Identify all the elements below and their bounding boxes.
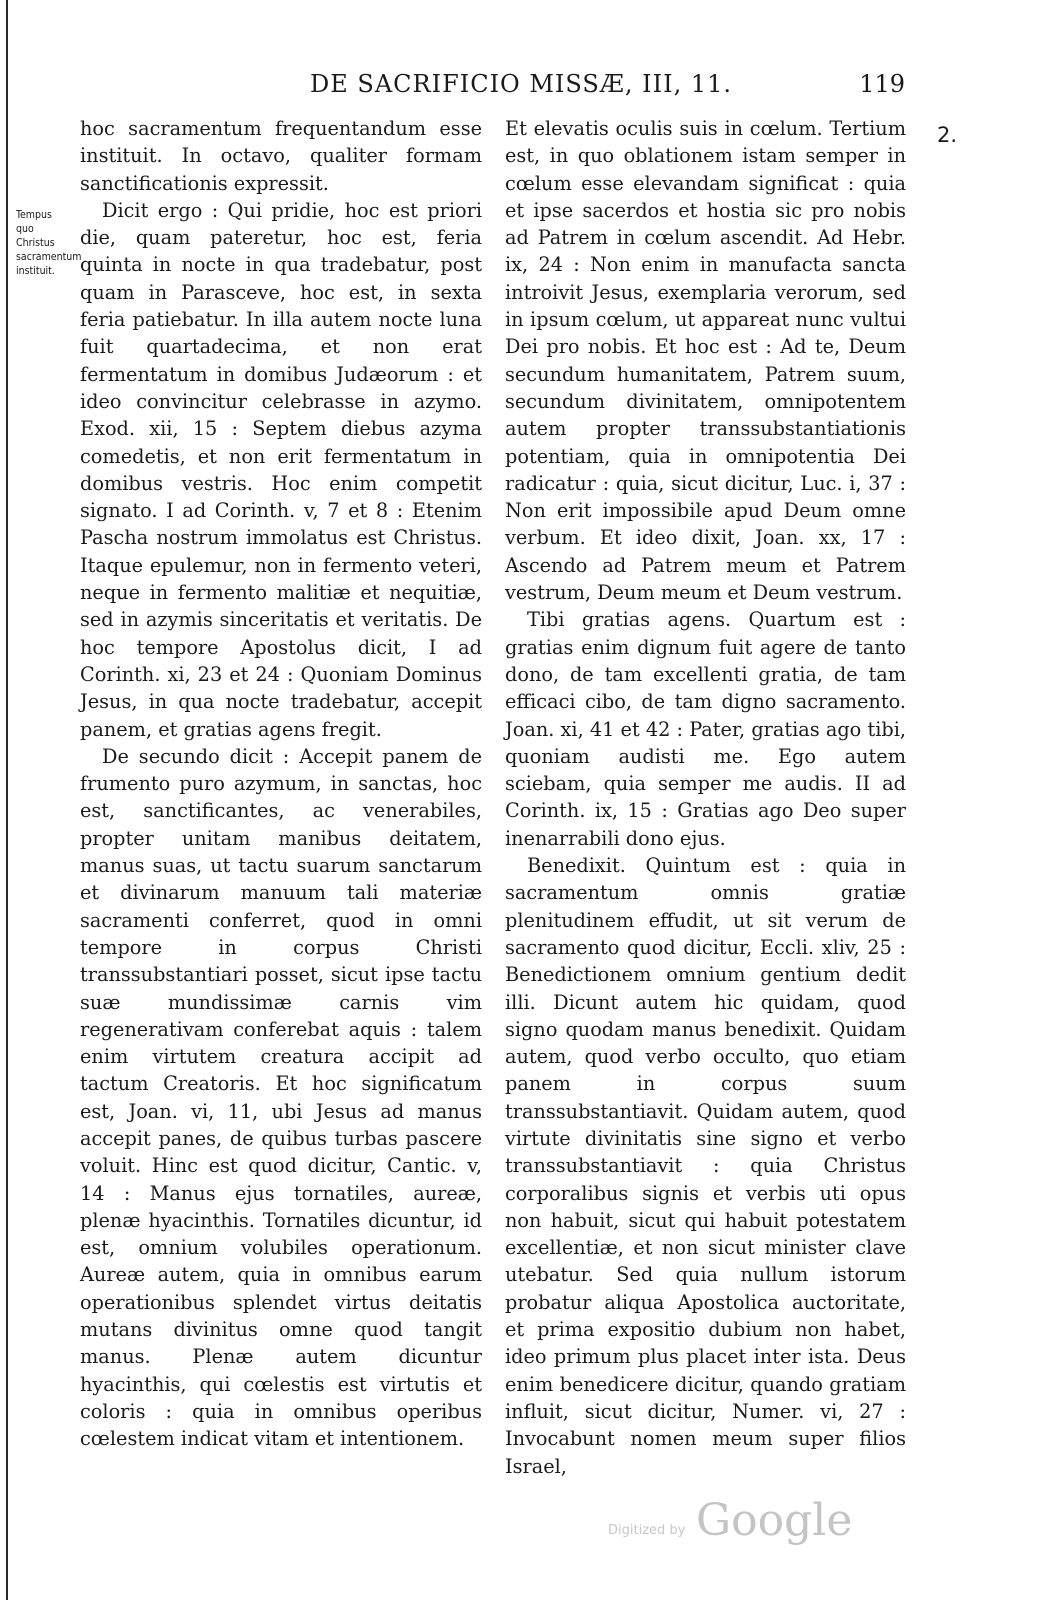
right-column: [505, 115, 906, 1480]
paragraph: Tibi gratias agens. Quartum est : gratias enim dignum fuit agere de tanto dono, de tam excellenti gratia, de tam efficaci cibo, de tam digno sacramento. Joan. xi, 41 et 42 : Pater, gratias ago tibi, quoniam audisti me. Ego autem sciebam, quia semper me audis. II ad Corinth. ix, 15 : Gratias ago Deo super inenarrabili dono ejus.: [505, 608, 906, 850]
left-column: [80, 115, 482, 1453]
google-logo: Google: [696, 1495, 853, 1546]
margin-number: 2.: [937, 123, 958, 147]
watermark-small-text: Digitized by: [608, 1523, 686, 1538]
paragraph: Et elevatis oculis suis in cœlum. Tertium est, in quo oblationem istam semper in cœlum esse elevandam significat : quia et ipse sacerdos et hostia sic pro nobis ad Patrem in cœlum ascendit. Ad Hebr. ix, 24 : Non enim in manufacta sancta introivit Jesus, exemplaria verorum, sed in ipsum cœlum, ut appareat nunc vultui Dei pro nobis. Et hoc est : Ad te, Deum secundum humanitatem, Patrem suum, secundum divinitatem, omnipotentem autem propter transsubstantiationis potentiam, quia in omnipotentia Dei radicatur : quia, sicut dicitur, Luc. i, 37 : Non erit impossibile apud Deum omne verbum. Et ideo dixit, Joan. xx, 17 : Ascendo ad Patrem meum et Patrem vestrum, Deum meum et Deum vestrum.: [505, 117, 906, 605]
paragraph: Dicit ergo : Qui pridie, hoc est priori die, quam pateretur, hoc est, feria quinta in nocte in qua tradebatur, post quam in Parasceve, hoc est, in sexta feria patiebatur. In illa autem nocte luna fuit quartadecima, et non erat fermentatum in domibus Judæorum : et ideo convincitur celebrasse in azymo. Exod. xii, 15 : Septem diebus azyma comedetis, et non erit fermentatum in domibus vestris. Hoc enim competit signato. I ad Corinth. v, 7 et 8 : Etenim Pascha nostrum immolatus est Christus. Itaque epulemur, non in fermento veteri, neque in fermento malitiæ et nequitiæ, sed in azymis sinceritatis et veritatis. De hoc tempore Apostolus dicit, I ad Corinth. xi, 23 et 24 : Quoniam Dominus Jesus, in qua nocte tradebatur, accepit panem, et gratias agens fregit.: [80, 198, 482, 741]
page-number: 119: [859, 70, 905, 98]
running-title: DE SACRIFICIO MISSÆ, III, 11.: [310, 70, 733, 98]
paragraph: hoc sacramentum frequentandum esse instituit. In octavo, qualiter formam sanctificationis expressit.: [80, 117, 482, 195]
page-header: [0, 70, 1045, 100]
binding-edge: [6, 0, 8, 1600]
paragraph: De secundo dicit : Accepit panem de frumento puro azymum, in sanctas, hoc est, sanctificantes, ac venerabiles, propter unitam manibus deitatem, manus suas, ut tactu suarum sanctarum et divinarum manuum tali materiæ sacramenti conferret, quod in omni tempore in corpus Christi transsubstantiari posset, sicut ipse tactu suæ mundissimæ carnis vim regenerativam conferebat aquis : talem enim virtutem creatura accipit ad tactum Creatoris. Et hoc significatum est, Joan. vi, 11, ubi Jesus ad manus accepit panes, de quibus turbas pascere voluit. Hinc est quod dicitur, Cantic. v, 14 : Manus ejus tornatiles, aureæ, plenæ hyacinthis. Tornatiles dicuntur, id est, omnium volubiles operationum. Aureæ autem, quia in omnibus earum operationibus splendet virtus deitatis mutans divinitus omne quod tangit manus. Plenæ autem dicuntur hyacinthis, qui cœlestis est virtutis et coloris : quia in omnibus operibus cœlestem indicat vitam et intentionem.: [80, 744, 482, 1451]
paragraph: Benedixit. Quintum est : quia in sacramentum omnis gratiæ plenitudinem effudit, ut sit verum de sacramento quod dicitur, Eccli. xliv, 25 : Benedictionem omnium gentium dedit illi. Dicunt autem hic quidam, quod signo quodam manus benedixit. Quidam autem, quod verbo occulto, quo etiam panem in corpus suum transsubstantiavit. Quidam autem, quod virtute divinitatis sine signo et verbo transsubstantiavit : quia Christus corporalibus signis et verbis uti opus non habuit, sicut qui habuit potestatem excellentiæ, et non sicut minister clave utebatur. Sed quia nullum istorum probatur aliqua Apostolica auctoritate, et prima expositio dubium non habet, ideo primum plus placet inter ista. Deus enim benedicere dicitur, quando gratiam influit, sicut dicitur, Numer. vi, 27 : Invocabunt nomen meum super filios Israel,: [505, 854, 906, 1478]
digitized-watermark: [608, 1495, 853, 1546]
marginal-note: Tempus quo Christus sacramentum instituit.: [16, 209, 82, 277]
